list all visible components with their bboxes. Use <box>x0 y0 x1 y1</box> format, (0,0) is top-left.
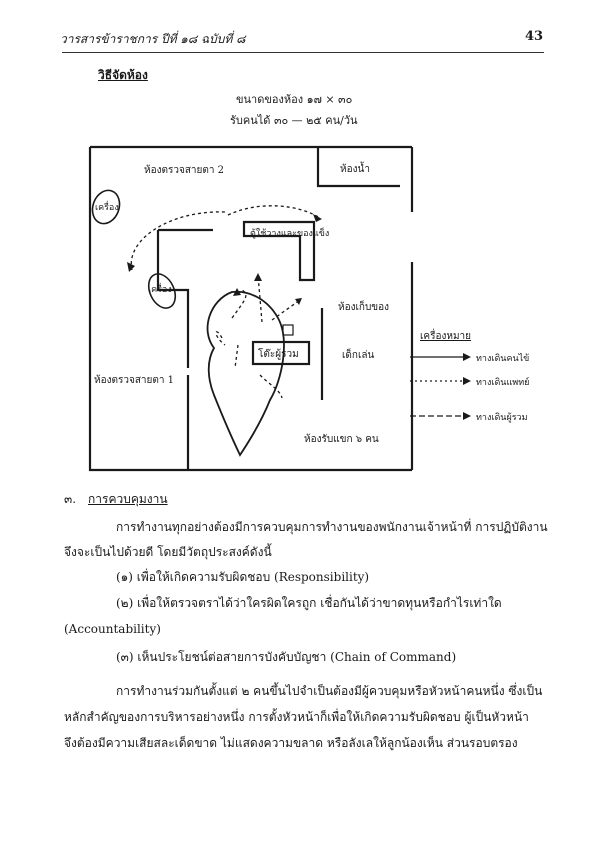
item-2-line2: (Accountability) <box>64 622 161 636</box>
cabinet-label: ตู้ใช้วางและของแข็ง <box>250 229 330 239</box>
legend-arrow-3 <box>463 412 471 420</box>
section-3-heading: การควบคุมงาน <box>88 492 168 506</box>
para2-line3: จึงต้องมีความเสียสละเด็ดขาด ไม่แสดงความขลาด หรือลังเลให้ลูกน้องเห็น ส่วนรอบตรอง <box>64 736 518 750</box>
legend-item-supervisor: ทางเดินผู้รวม <box>476 413 528 423</box>
clerk-room-2-label: ห้องตรวจสายตา 2 <box>144 165 225 176</box>
store-room-label: ห้องเก็บของ <box>338 302 390 313</box>
para1-line2: จึงจะเป็นไปด้วยดี โดยมีวัตถุประสงค์ดังนี้ <box>64 545 272 559</box>
play-corner-label: เด็กเล่น <box>342 350 375 361</box>
room-size-line: ขนาดของห้อง ๑๗ × ๓๐ <box>236 93 353 106</box>
legend-title: เครื่องหมาย <box>420 331 472 342</box>
inner-wall-left <box>158 230 188 368</box>
legend-item-doctor: ทางเดินแพทย์ <box>476 378 530 388</box>
patient-path-2 <box>228 206 320 218</box>
room-capacity-line: รับคนได้ ๓๐ — ๒๕ คน/วัน <box>230 114 358 127</box>
page-number: 43 <box>525 29 544 44</box>
curved-partition <box>208 292 284 455</box>
room-method-heading: วิธีจัดห้อง <box>98 68 148 82</box>
doctor-path-3 <box>272 300 300 320</box>
arrowhead-3 <box>254 273 262 281</box>
waiting-room-label: ห้องรับแขก ๖ คน <box>304 434 379 445</box>
legend-arrow-2 <box>463 377 471 385</box>
item-1: (๑) เพื่อให้เกิดความรับผิดชอบ (Responsibility) <box>116 570 370 584</box>
machine-1-label: เครื่อง <box>95 203 119 213</box>
doctor-path-5 <box>235 345 238 368</box>
running-title: วารสารข้าราชการ ปีที่ ๑๘ ฉบับที่ ๘ <box>60 32 246 46</box>
small-box <box>283 325 293 335</box>
legend-item-patient: ทางเดินคนไข้ <box>476 354 530 364</box>
clerk-room-1-label: ห้องตรวจสายตา 1 <box>94 375 175 386</box>
arrowhead-4 <box>295 298 302 305</box>
item-3: (๓) เห็นประโยชน์ต่อสายการบังคับบัญชา (Chain of Command) <box>116 650 457 664</box>
desk-label: โต๊ะผู้รวม <box>258 349 299 360</box>
legend-arrow-1 <box>463 353 471 361</box>
section-3-number: ๓. <box>64 492 77 506</box>
patient-path-1 <box>131 212 225 270</box>
arrowhead-2 <box>313 214 322 222</box>
para1-line1: การทำงานทุกอย่างต้องมีการควบคุมการทำงานของพนักงานเจ้าหน้าที่ การปฏิบัติงาน <box>116 520 548 534</box>
bathroom-label: ห้องน้ำ <box>340 164 370 175</box>
para2-line1: การทำงานร่วมกันตั้งแต่ ๒ คนขึ้นไปจำเป็นต้องมีผู้ควบคุมหรือหัวหน้าคนหนึ่ง ซึ่งเป็น <box>116 684 543 698</box>
machine-2-label: เครื่อง <box>148 285 172 295</box>
para2-line2: หลักสำคัญของการบริหารอย่างหนึ่ง การตั้งหัวหน้าก็เพื่อให้เกิดความรับผิดชอบ ผู้เป็นหัวหน้า <box>64 710 529 724</box>
item-2-line1: (๒) เพื่อให้ตรวจตราได้ว่าใครผิดใครถูก เชื่อกันได้ว่าขาดทุนหรือกำไรเท่าใด <box>116 596 502 610</box>
doctor-path-4 <box>216 332 225 345</box>
